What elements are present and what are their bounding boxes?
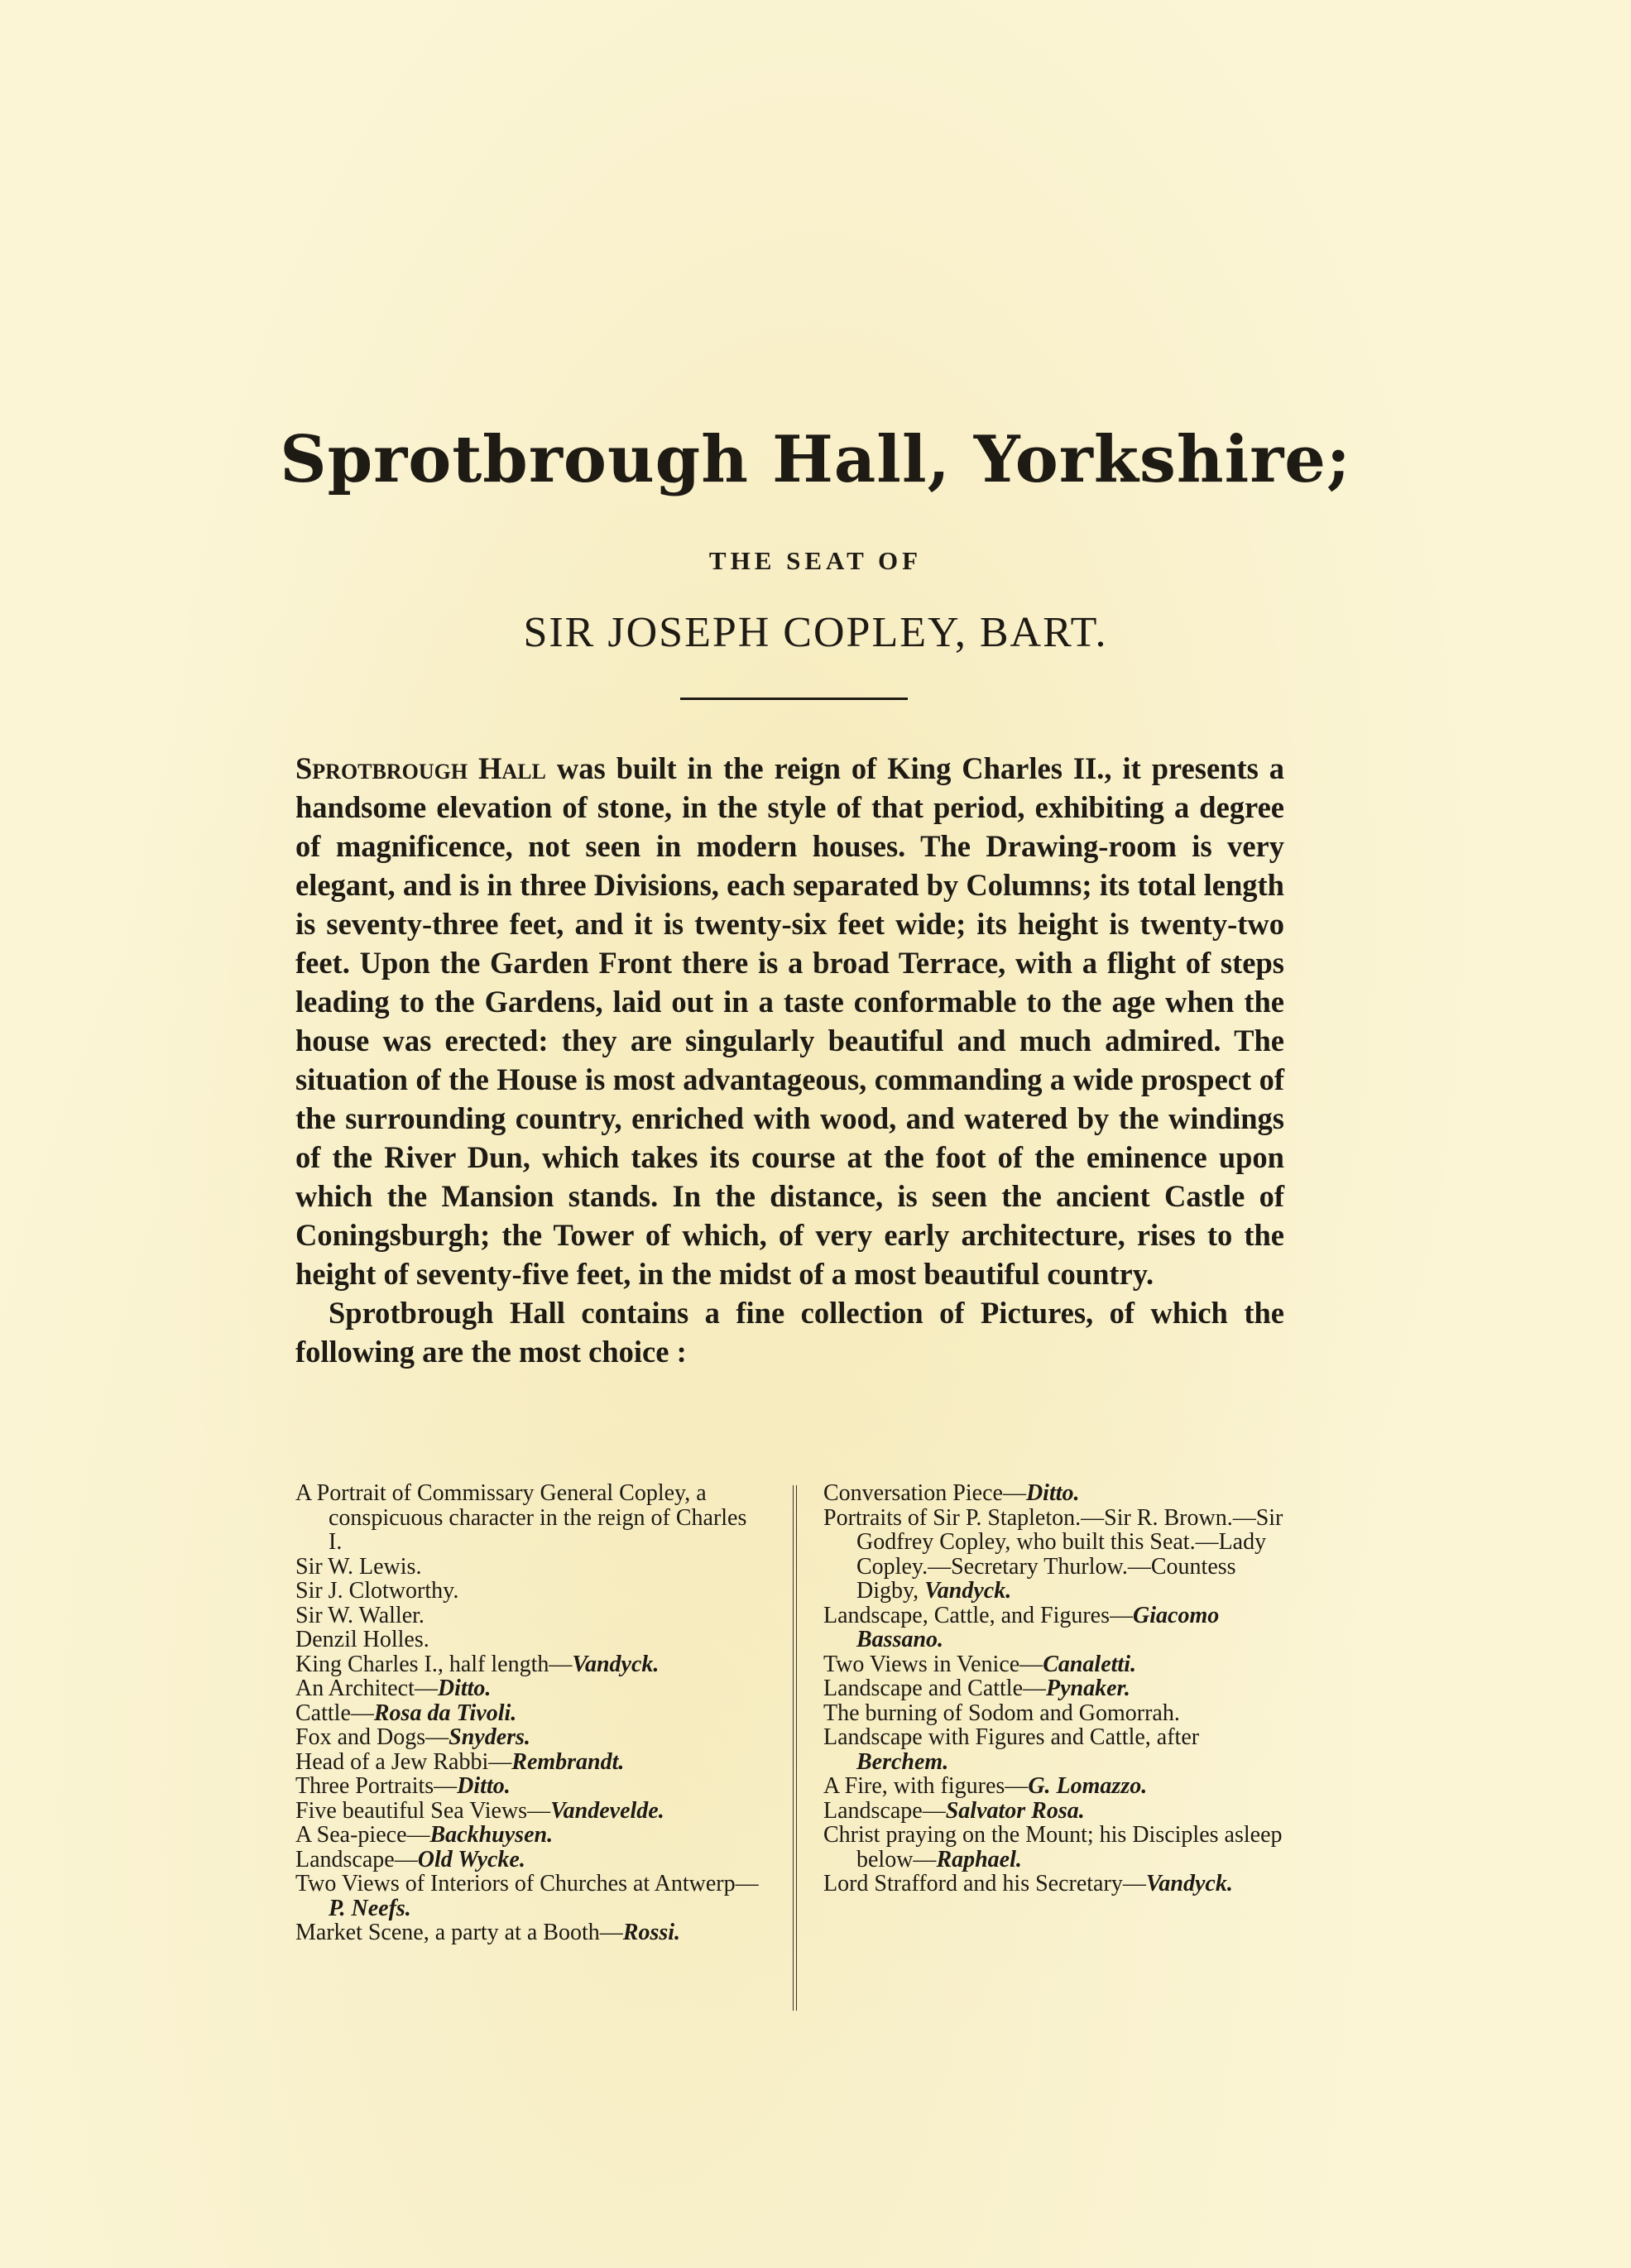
picture-item <box>295 1750 763 1775</box>
picture-title: Five beautiful Sea Views— <box>295 1797 551 1824</box>
picture-item <box>295 1555 763 1580</box>
paragraph-1 <box>295 749 1284 1293</box>
picture-title: Christ praying on the Mount; his Disciples asleep below— <box>823 1822 1283 1872</box>
picture-artist: Vandevelde. <box>550 1797 664 1824</box>
picture-artist: Old Wycke. <box>417 1846 525 1872</box>
picture-artist: Rosa da Tivoli. <box>373 1700 517 1726</box>
picture-item <box>823 1725 1287 1774</box>
picture-artist: Ditto. <box>457 1773 511 1799</box>
picture-artist: Vandyck. <box>924 1578 1012 1604</box>
picture-title: Market Scene, a party at a Booth— <box>295 1920 623 1945</box>
paragraph-1-text: was built in the reign of King Charles II., it presents a handsome elevation of stone, in the style of that period, exhibiting a degree of magnificence, not seen in modern houses. The Drawing-room is very elegant, and is in three Divisions, each separated by Columns; its total length is seventy-three feet, and it is twenty-six feet wide; its height is twenty-two feet. Upon the Garden Front there is a broad Terrace, with a flight of steps leading to the Gardens, laid out in a taste conformable to the age when the house was erected: they are singularly beautiful and much admired. The situation of the House is most advantageous, commanding a wide prospect of the surrounding country, enriched with wood, and watered by the windings of the River Dun, which takes its course at the foot of the eminence upon which the Mansion stands. In the distance, is seen the ancient Castle of Coningsburgh; the Tower of which, of very early architecture, rises to the height of seventy-five feet, in the midst of a most beautiful country. <box>295 751 1284 1291</box>
picture-artist: Berchem. <box>856 1748 949 1775</box>
picture-item <box>295 1604 763 1628</box>
column-divider <box>793 1485 797 2011</box>
picture-item <box>295 1872 763 1920</box>
picture-title: A Fire, with figures— <box>823 1773 1029 1799</box>
picture-item <box>295 1652 763 1677</box>
picture-title: Two Views in Venice— <box>823 1651 1043 1677</box>
picture-title: The burning of Sodom and Gomorrah. <box>823 1700 1180 1726</box>
picture-title: Sir J. Clotworthy. <box>295 1578 459 1604</box>
picture-item <box>823 1604 1287 1652</box>
picture-item <box>823 1652 1287 1677</box>
picture-title: An Architect— <box>295 1676 438 1701</box>
picture-artist: Raphael. <box>936 1846 1022 1872</box>
picture-item <box>823 1774 1287 1799</box>
picture-item <box>295 1628 763 1652</box>
picture-artist: P. Neefs. <box>329 1895 411 1921</box>
picture-title: Portraits of Sir P. Stapleton.—Sir R. Brown.—Sir Godfrey Copley, who built this Seat.—Lady Copley.—Secretary Thurlow.—Countess Digby, <box>823 1504 1283 1604</box>
picture-item <box>823 1701 1287 1726</box>
picture-item <box>295 1481 763 1555</box>
picture-title: Landscape, Cattle, and Figures— <box>823 1602 1134 1628</box>
picture-item <box>295 1774 763 1799</box>
picture-item <box>823 1481 1287 1506</box>
picture-artist: Ditto. <box>1025 1480 1080 1506</box>
picture-title: Landscape— <box>823 1797 946 1824</box>
pictures-list-right <box>823 1481 1287 1896</box>
picture-artist: Giacomo Bassano. <box>856 1602 1220 1652</box>
picture-artist: Pynaker. <box>1046 1676 1130 1701</box>
subtitle-seat-of: THE SEAT OF <box>708 546 923 575</box>
picture-artist: G. Lomazzo. <box>1028 1773 1148 1799</box>
picture-item <box>295 1920 763 1945</box>
picture-title: King Charles I., half length— <box>295 1651 573 1677</box>
page-title: Sprotbrough Hall, Yorkshire; <box>280 422 1351 497</box>
picture-title: A Portrait of Commissary General Copley, a conspicuous character in the reign of Charles I. <box>295 1480 747 1555</box>
picture-title: Fox and Dogs— <box>295 1724 449 1750</box>
picture-title: Sir W. Waller. <box>295 1602 425 1628</box>
description <box>295 749 1284 1371</box>
picture-title: Three Portraits— <box>295 1773 458 1799</box>
picture-item <box>823 1506 1287 1604</box>
picture-item <box>823 1799 1287 1824</box>
picture-title: Two Views of Interiors of Churches at Antwerp— <box>295 1871 759 1896</box>
picture-artist: Vandyck. <box>1145 1871 1233 1896</box>
picture-item <box>295 1725 763 1750</box>
picture-item <box>295 1799 763 1824</box>
picture-title: Sir W. Lewis. <box>295 1553 422 1580</box>
picture-title: Head of a Jew Rabbi— <box>295 1748 512 1775</box>
picture-artist: Backhuysen. <box>429 1822 554 1848</box>
picture-artist: Vandyck. <box>572 1651 660 1677</box>
picture-item <box>295 1579 763 1604</box>
picture-item <box>295 1676 763 1701</box>
picture-title: Denzil Holles. <box>295 1627 429 1652</box>
picture-title: Lord Strafford and his Secretary— <box>823 1871 1146 1896</box>
picture-artist: Snyders. <box>449 1724 530 1750</box>
picture-title: Landscape— <box>295 1846 418 1872</box>
picture-item <box>823 1676 1287 1701</box>
picture-title: Landscape with Figures and Cattle, after <box>823 1724 1200 1750</box>
picture-artist: Rossi. <box>622 1920 681 1945</box>
picture-title: Conversation Piece— <box>823 1480 1026 1506</box>
picture-artist: Canaletti. <box>1043 1651 1136 1677</box>
title-rule <box>680 698 908 700</box>
picture-item <box>823 1872 1287 1896</box>
picture-item <box>823 1823 1287 1872</box>
picture-title: Cattle— <box>295 1700 374 1726</box>
picture-artist: Rembrandt. <box>511 1748 625 1775</box>
picture-item <box>295 1701 763 1726</box>
picture-artist: Ditto. <box>437 1676 492 1701</box>
owner-name: SIR JOSEPH COPLEY, BART. <box>523 609 1108 656</box>
picture-title: A Sea-piece— <box>295 1822 430 1848</box>
paragraph-2: Sprotbrough Hall contains a fine collection of Pictures, of which the following are the most choice : <box>295 1296 1284 1369</box>
picture-item <box>295 1823 763 1848</box>
picture-artist: Salvator Rosa. <box>945 1797 1085 1824</box>
pictures-list-left <box>295 1481 763 1945</box>
picture-title: Landscape and Cattle— <box>823 1676 1047 1701</box>
lead-words: Sprotbrough Hall <box>295 751 546 785</box>
picture-item <box>295 1848 763 1872</box>
